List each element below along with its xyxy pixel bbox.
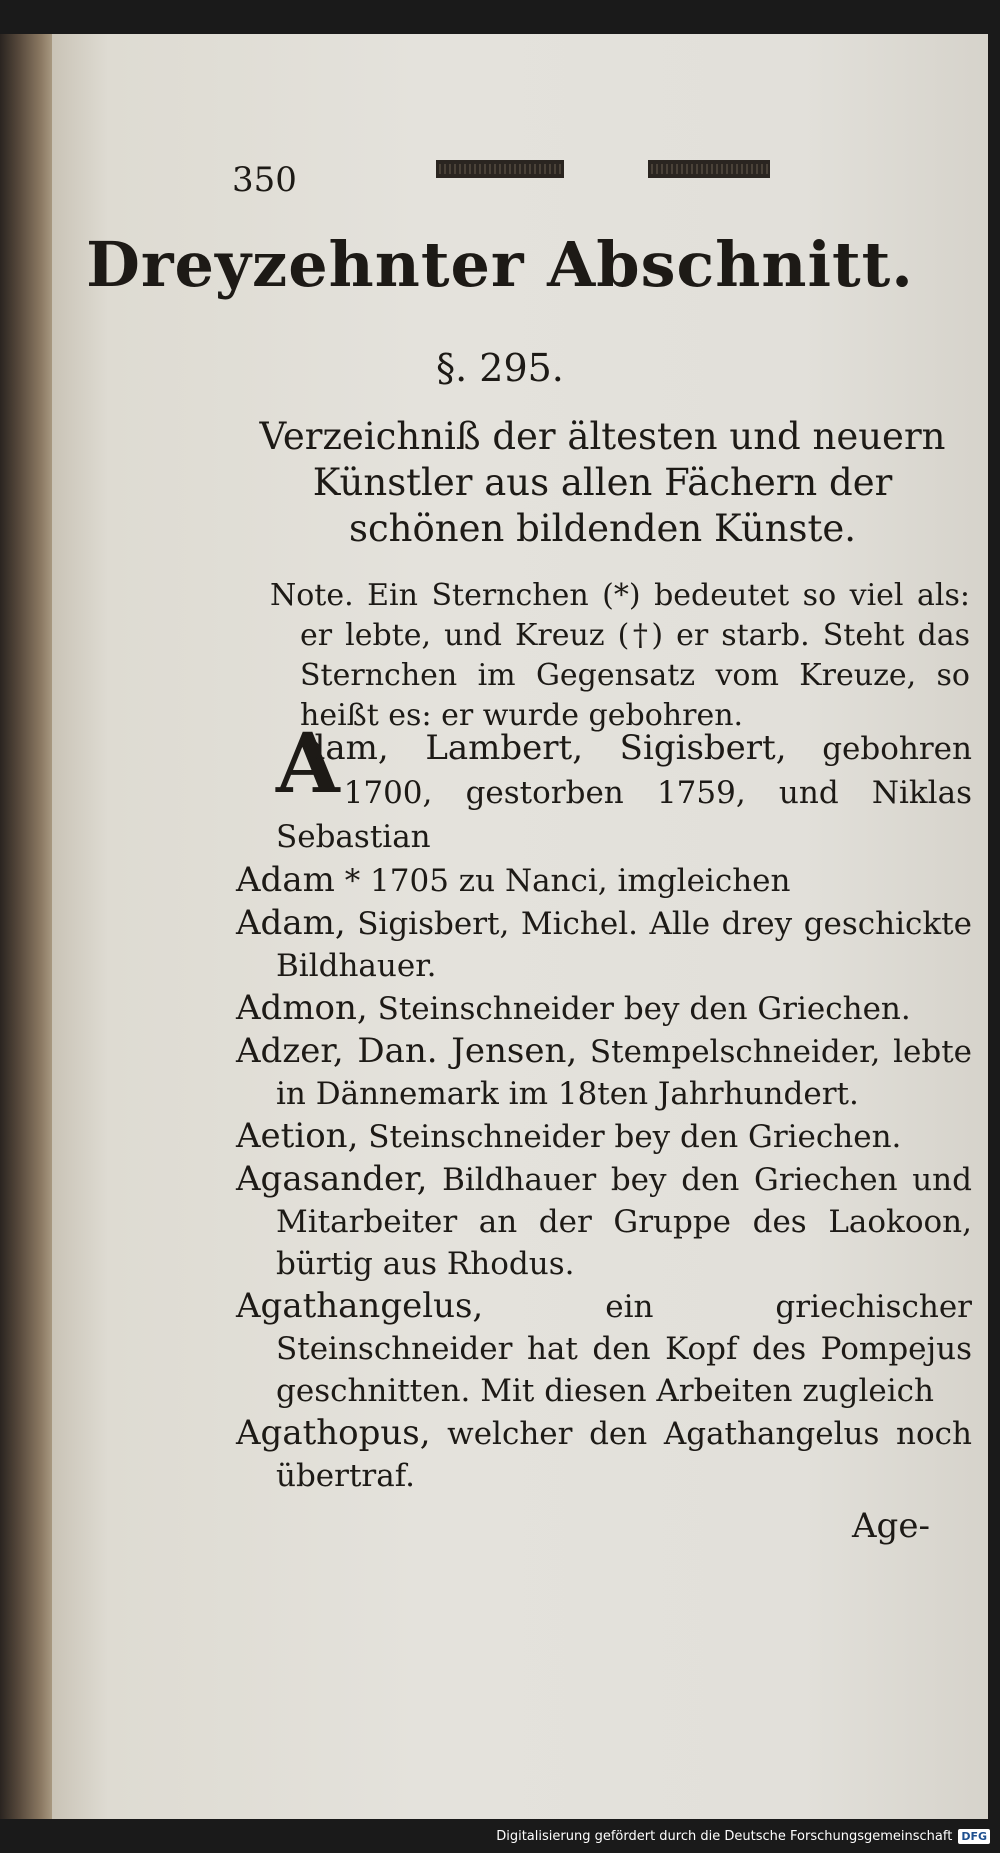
dfg-logo: DFG: [958, 1829, 990, 1844]
ornament-rule-left: [436, 160, 564, 178]
entry-text: Sigisbert, Michel. Alle drey geschickte Bildhauer.: [276, 906, 972, 984]
entry: [236, 1412, 972, 1497]
page-number: 350: [232, 160, 297, 200]
entry-name: Agathangelus,: [236, 1286, 484, 1326]
note-paragraph: [270, 576, 970, 736]
entry: [236, 902, 972, 987]
entry-name: Admon,: [236, 988, 368, 1028]
entry-text: Steinschneider bey den Griechen.: [367, 991, 911, 1027]
digitization-footer: [496, 1825, 990, 1847]
entry-name: Adzer, Dan. Jensen,: [236, 1031, 578, 1071]
catchword: Age-: [852, 1506, 930, 1546]
entry-text: gebohren 1700, gestorben 1759, und Niklas Sebastian: [276, 731, 972, 855]
entry-text: Stempelschneider, lebte in Dännemark im 18ten Jahrhundert.: [276, 1034, 972, 1112]
drop-cap: A: [276, 716, 340, 812]
entry: [236, 1285, 972, 1412]
entry: [236, 1030, 972, 1115]
entry-name: Agathopus,: [236, 1413, 431, 1453]
artist-entries: [236, 716, 972, 1497]
ornament-rule-right: [648, 160, 770, 178]
note-text: Note. Ein Sternchen (*) bedeutet so viel als: er lebte, und Kreuz (†) er starb. Steht das Sternchen im Gegensatz vom Kreuze, so heißt es: er wurde gebohren.: [270, 578, 970, 733]
entry: [236, 716, 972, 859]
entry: [236, 1115, 972, 1158]
footer-text: Digitalisierung gefördert durch die Deutsche Forschungsgemeinschaft: [496, 1828, 953, 1844]
entry-text: ein griechischer Steinschneider hat den Kopf des Pompejus geschnitten. Mit diesen Arbeiten zugleich: [276, 1289, 972, 1409]
entry: [236, 987, 972, 1030]
entry-name: Agasander,: [236, 1159, 428, 1199]
entry-text: * 1705 zu Nanci, imgleichen: [334, 863, 791, 899]
entry: [236, 1158, 972, 1285]
entry-name: Adam,: [236, 903, 346, 943]
entry: [236, 859, 972, 902]
section-number: §. 295.: [436, 346, 564, 390]
entry-name: dam, Lambert, Sigisbert,: [303, 728, 787, 768]
chapter-heading: Dreyzehnter Abschnitt.: [86, 228, 914, 301]
entry-name: Adam: [236, 860, 335, 900]
entry-text: Bildhauer bey den Griechen und Mitarbeiter an der Gruppe des Laokoon, bürtig aus Rhodus.: [276, 1162, 972, 1282]
book-spine-edge: [0, 34, 58, 1819]
entry-text: Steinschneider bey den Griechen.: [358, 1119, 902, 1155]
entry-name: Aetion,: [236, 1116, 359, 1156]
entry-text: welcher den Agathangelus noch übertraf.: [276, 1416, 972, 1494]
section-title: Verzeichniß der ältesten und neuern Künstler aus allen Fächern der schönen bildenden Künste.: [259, 415, 946, 550]
